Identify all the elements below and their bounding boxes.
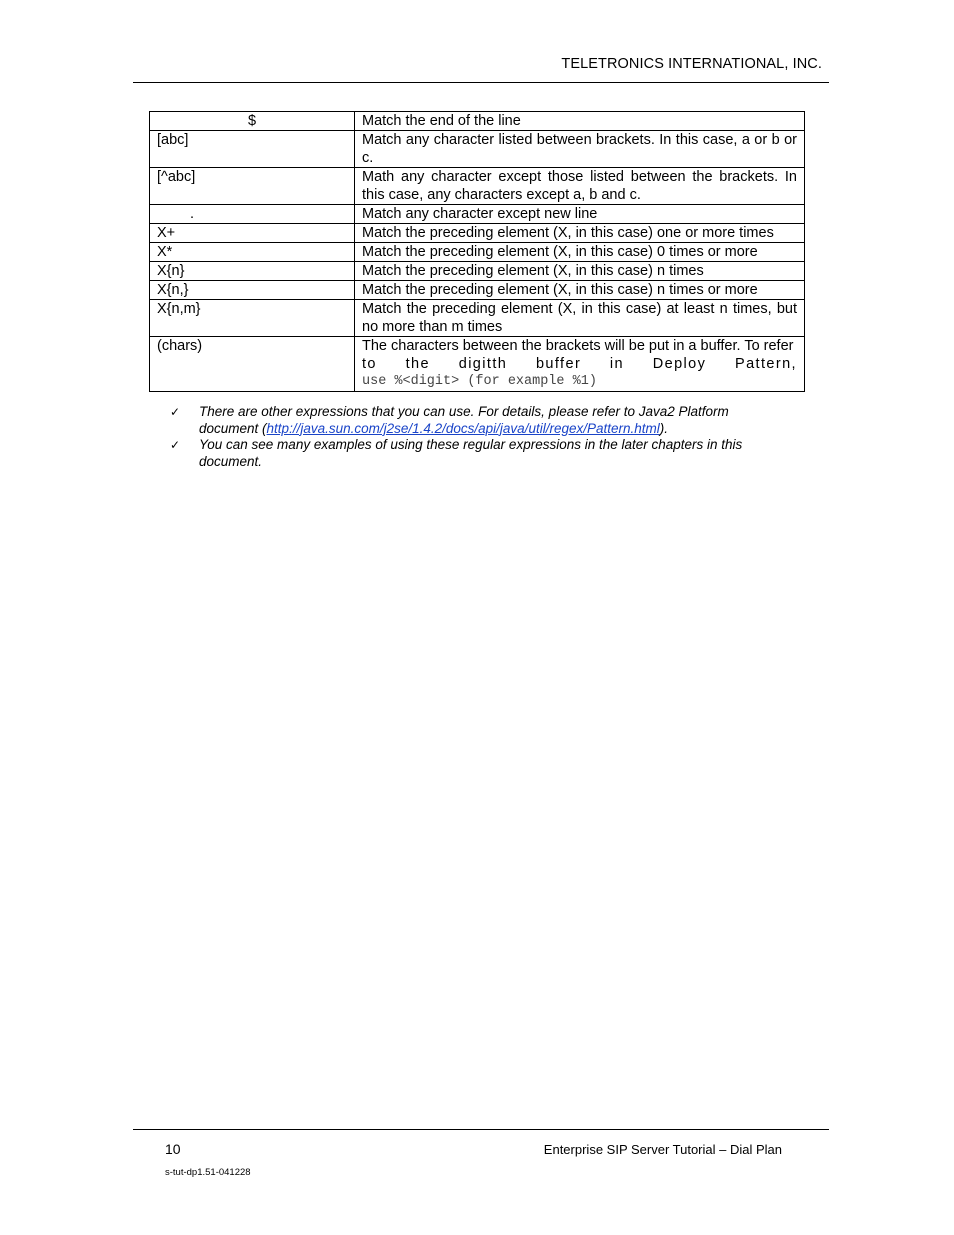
symbol-cell: X{n,} [150, 281, 355, 300]
symbol-cell: X{n,m} [150, 300, 355, 337]
symbol-cell: $ [150, 112, 355, 131]
regex-table [149, 111, 805, 392]
table-row [150, 205, 805, 224]
header-divider [133, 82, 829, 83]
description-cell [355, 337, 805, 392]
symbol-cell: [abc] [150, 131, 355, 168]
table-row [150, 224, 805, 243]
note-text-end: ). [659, 420, 669, 436]
table-row [150, 243, 805, 262]
description-cell: Match any character except new line [355, 205, 805, 224]
table-row [150, 337, 805, 392]
checkmark-icon: ✓ [170, 438, 181, 452]
symbol-cell: X{n} [150, 262, 355, 281]
table-row [150, 262, 805, 281]
table-row [150, 281, 805, 300]
description-cell: Match the preceding element (X, in this case) n times or more [355, 281, 805, 300]
symbol-cell: X+ [150, 224, 355, 243]
description-cell: Math any character except those listed between the brackets. In this case, any characters except a, b and c. [355, 168, 805, 205]
footer-divider [133, 1129, 829, 1130]
description-cell: Match the preceding element (X, in this case) 0 times or more [355, 243, 805, 262]
description-line: The characters between the brackets will be put in a buffer. To refer [362, 338, 794, 354]
note-item [170, 437, 770, 470]
table-row [150, 168, 805, 205]
description-cell: Match the preceding element (X, in this case) at least n times, but no more than m times [355, 300, 805, 337]
description-cell: Match the preceding element (X, in this case) n times [355, 262, 805, 281]
page-number: 10 [165, 1141, 181, 1157]
symbol-cell: [^abc] [150, 168, 355, 205]
table-row [150, 131, 805, 168]
note-text: There are other expressions that you can use. For details, please refer to Java2 Platform document ( [199, 404, 729, 436]
symbol-cell: . [150, 205, 355, 224]
checkmark-icon: ✓ [170, 405, 181, 419]
symbol-cell: (chars) [150, 337, 355, 392]
footer-title: Enterprise SIP Server Tutorial – Dial Plan [543, 1142, 782, 1157]
document-code: s-tut-dp1.51-041228 [165, 1167, 251, 1178]
table-row [150, 300, 805, 337]
note-item [170, 404, 770, 437]
description-line: to the digitth buffer in Deploy Pattern, [362, 356, 797, 372]
java-regex-doc-link[interactable]: http://java.sun.com/j2se/1.4.2/docs/api/java/util/regex/Pattern.html [266, 420, 660, 436]
notes-list [170, 404, 770, 470]
table-row [150, 112, 805, 131]
description-cell: Match any character listed between brackets. In this case, a or b or c. [355, 131, 805, 168]
description-cell: Match the preceding element (X, in this case) one or more times [355, 224, 805, 243]
note-text: You can see many examples of using these regular expressions in the later chapters in this document. [199, 437, 743, 469]
code-example: use %<digit> (for example %1) [362, 374, 597, 389]
symbol-cell: X* [150, 243, 355, 262]
header-company: TELETRONICS INTERNATIONAL, INC. [561, 56, 822, 72]
description-cell: Match the end of the line [355, 112, 805, 131]
